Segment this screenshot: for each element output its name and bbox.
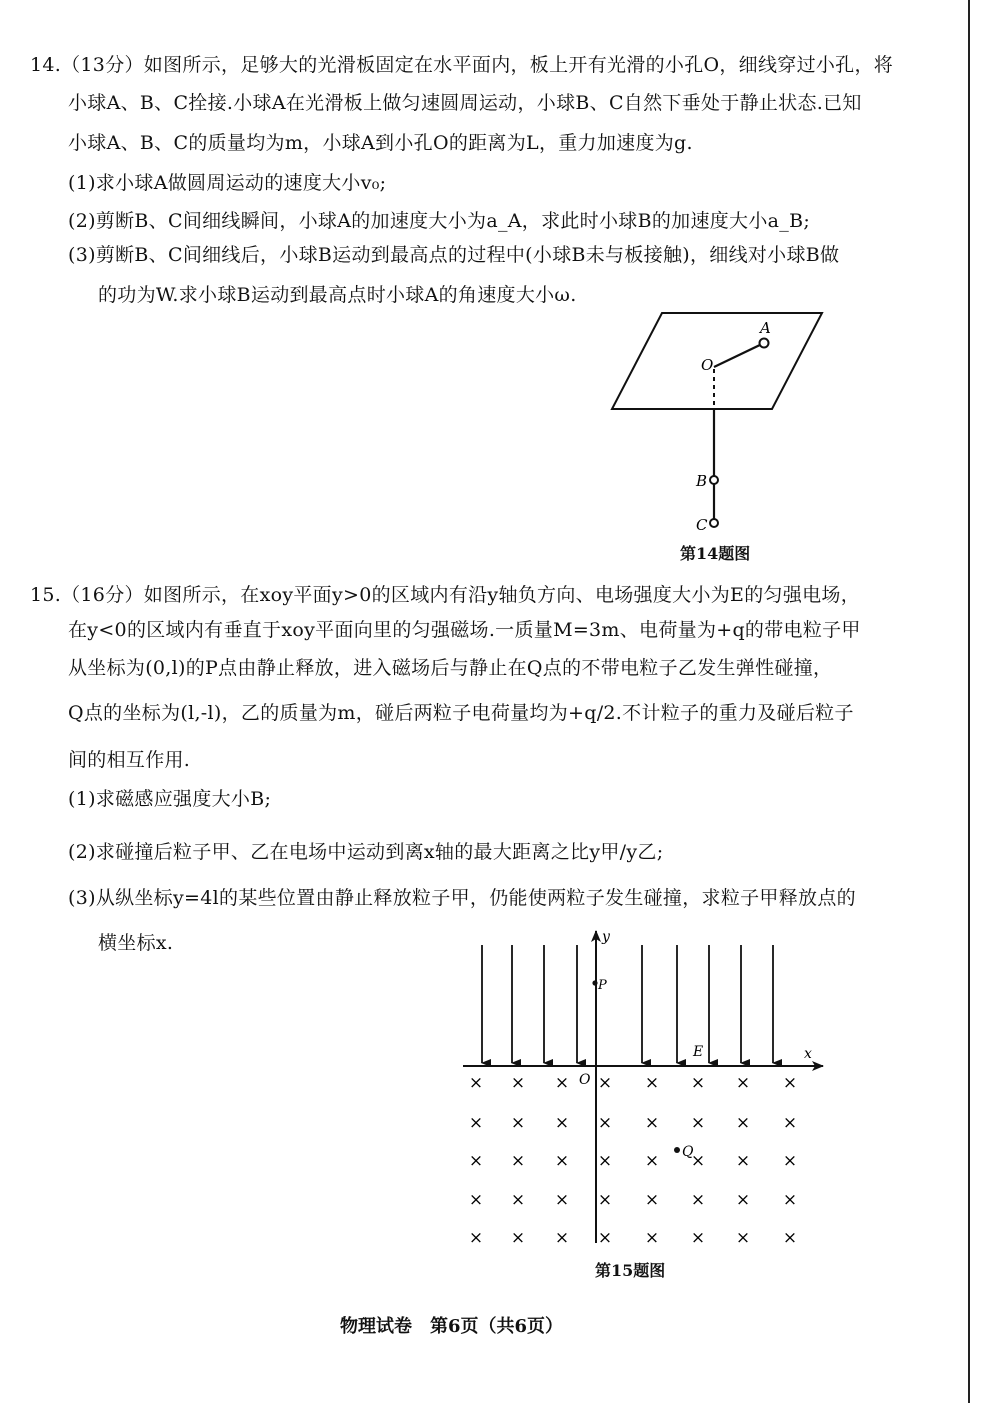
magnetic-cross: × xyxy=(644,1113,660,1133)
q15-figure-caption: 第15题图 xyxy=(595,1261,666,1280)
q15-line-8: (3)从纵坐标y=4l的某些位置由静止释放粒子甲，仍能使两粒子发生碰撞，求粒子甲释放点的 xyxy=(68,887,856,909)
q14-line-6: (3)剪断B、C间细线后，小球B运动到最高点的过程中(小球B未与板接触)，细线对小球B做 xyxy=(68,244,840,266)
q14-figure xyxy=(600,305,840,540)
label-q: Q xyxy=(682,1144,694,1160)
label-b: B xyxy=(696,472,708,490)
magnetic-cross: × xyxy=(644,1190,660,1210)
magnetic-field-crosses xyxy=(469,1073,797,1248)
q15-line-2: 在y<0的区域内有垂直于xoy平面向里的匀强磁场.一质量M=3m、电荷量为+q的带电粒子甲 xyxy=(68,619,861,641)
magnetic-cross: × xyxy=(468,1228,484,1248)
magnetic-cross: × xyxy=(554,1073,570,1093)
magnetic-cross: × xyxy=(468,1113,484,1133)
magnetic-cross: × xyxy=(554,1228,570,1248)
page-footer: 物理试卷 第6页（共6页） xyxy=(340,1316,564,1337)
magnetic-cross: × xyxy=(690,1113,706,1133)
magnetic-cross: × xyxy=(510,1073,526,1093)
electric-field-lines xyxy=(482,945,773,1063)
q14-line-3: 小球A、B、C的质量均为m，小球A到小孔O的距离为L，重力加速度为g. xyxy=(68,132,693,154)
magnetic-cross: × xyxy=(597,1151,613,1171)
magnetic-cross: × xyxy=(735,1190,751,1210)
magnetic-cross: × xyxy=(510,1190,526,1210)
magnetic-cross: × xyxy=(782,1151,798,1171)
q14-line-2: 小球A、B、C拴接.小球A在光滑板上做匀速圆周运动，小球B、C自然下垂处于静止状态.已知 xyxy=(68,92,862,114)
magnetic-cross: × xyxy=(782,1190,798,1210)
label-c: C xyxy=(696,516,708,534)
label-e: E xyxy=(693,1044,704,1060)
smooth-plate xyxy=(612,313,822,409)
magnetic-cross: × xyxy=(690,1228,706,1248)
point-q xyxy=(674,1147,680,1153)
magnetic-cross: × xyxy=(597,1228,613,1248)
q15-line-5: 间的相互作用. xyxy=(68,749,191,771)
magnetic-cross: × xyxy=(735,1113,751,1133)
q15-line-6: (1)求磁感应强度大小B; xyxy=(68,788,272,810)
q15-line-4: Q点的坐标为(l,-l)，乙的质量为m，碰后两粒子电荷量均为+q/2.不计粒子的重力及碰后粒子 xyxy=(68,702,854,724)
magnetic-cross: × xyxy=(597,1073,613,1093)
ball-a xyxy=(760,339,769,348)
magnetic-cross: × xyxy=(690,1151,706,1171)
magnetic-cross: × xyxy=(554,1113,570,1133)
q14-line-4: (1)求小球A做圆周运动的速度大小v₀; xyxy=(68,172,387,194)
magnetic-cross: × xyxy=(468,1073,484,1093)
magnetic-cross: × xyxy=(735,1073,751,1093)
q15-figure xyxy=(455,925,835,1255)
magnetic-cross: × xyxy=(782,1228,798,1248)
label-a: A xyxy=(760,319,771,337)
point-p xyxy=(592,980,597,985)
q14-line-1: 14.（13分）如图所示，足够大的光滑板固定在水平面内，板上开有光滑的小孔O，细线穿过小孔，将 xyxy=(30,54,894,76)
magnetic-cross: × xyxy=(644,1228,660,1248)
magnetic-cross: × xyxy=(782,1073,798,1093)
string-o-to-a xyxy=(714,343,764,367)
ball-b xyxy=(710,476,718,484)
q15-line-1: 15.（16分）如图所示，在xoy平面y>0的区域内有沿y轴负方向、电场强度大小为E的匀强电场， xyxy=(30,584,861,606)
label-x-axis: x xyxy=(804,1046,812,1062)
magnetic-cross: × xyxy=(510,1228,526,1248)
q14-line-7: 的功为W.求小球B运动到最高点时小球A的角速度大小ω. xyxy=(98,284,577,306)
magnetic-cross: × xyxy=(510,1113,526,1133)
page-edge-border xyxy=(968,0,970,1403)
magnetic-cross: × xyxy=(690,1073,706,1093)
magnetic-cross: × xyxy=(597,1113,613,1133)
label-o: O xyxy=(701,356,714,374)
magnetic-cross: × xyxy=(597,1190,613,1210)
q15-line-7: (2)求碰撞后粒子甲、乙在电场中运动到离x轴的最大距离之比y甲/y乙; xyxy=(68,841,664,863)
magnetic-cross: × xyxy=(735,1228,751,1248)
magnetic-cross: × xyxy=(554,1190,570,1210)
label-origin: O xyxy=(579,1072,591,1088)
magnetic-cross: × xyxy=(644,1151,660,1171)
magnetic-cross: × xyxy=(690,1190,706,1210)
magnetic-cross: × xyxy=(468,1151,484,1171)
q14-line-5: (2)剪断B、C间细线瞬间，小球A的加速度大小为a_A，求此时小球B的加速度大小a_B; xyxy=(68,210,811,232)
magnetic-cross: × xyxy=(782,1113,798,1133)
q14-figure-caption: 第14题图 xyxy=(680,544,751,563)
magnetic-cross: × xyxy=(735,1151,751,1171)
q15-line-9: 横坐标x. xyxy=(98,932,174,954)
magnetic-cross: × xyxy=(554,1151,570,1171)
label-p: P xyxy=(598,978,607,993)
magnetic-cross: × xyxy=(468,1190,484,1210)
ball-c xyxy=(710,519,718,527)
magnetic-cross: × xyxy=(644,1073,660,1093)
q15-line-3: 从坐标为(0,l)的P点由静止释放，进入磁场后与静止在Q点的不带电粒子乙发生弹性碰撞， xyxy=(68,657,833,679)
label-y-axis: y xyxy=(602,929,610,945)
magnetic-cross: × xyxy=(510,1151,526,1171)
